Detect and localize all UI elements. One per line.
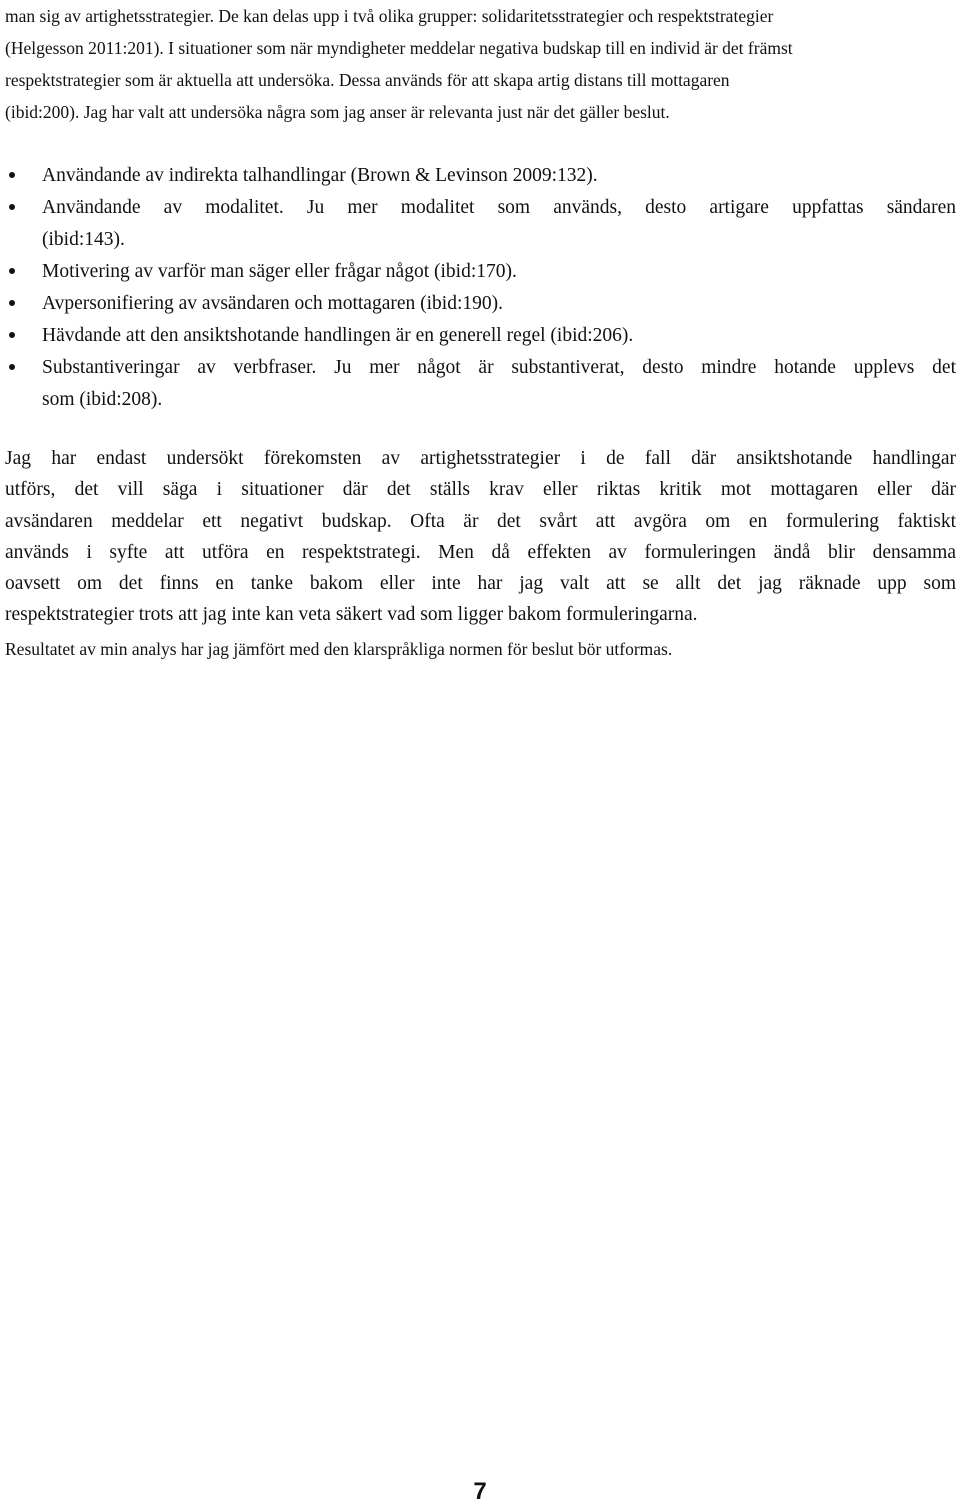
bullet-icon xyxy=(5,320,19,352)
list-item-text: Användande av modalitet. Ju mer modalitet som används, desto artigare uppfattas sändaren xyxy=(42,197,956,218)
list-item xyxy=(0,160,956,192)
bullet-icon xyxy=(5,288,19,320)
body-line: används i syfte att utföra en respektstrategi. Men då effekten av formuleringen ändå blir densamma xyxy=(5,541,956,563)
bullet-icon xyxy=(5,192,19,224)
list-item-text: Motivering av varför man säger eller frågar något (ibid:170). xyxy=(42,261,517,282)
list-item xyxy=(0,320,956,352)
list-item-text: Substantiveringar av verbfraser. Ju mer något är substantiverat, desto mindre hotande upplevs det xyxy=(42,357,956,378)
intro-line: (ibid:200). Jag har valt att undersöka några som jag anser är relevanta just när det gäller beslut. xyxy=(5,102,670,122)
list-item-text-continuation: som (ibid:208). xyxy=(42,389,163,410)
list-item-text-continuation: (ibid:143). xyxy=(42,229,125,250)
list-item-text: Hävdande att den ansiktshotande handlingen är en generell regel (ibid:206). xyxy=(42,325,634,346)
bullet-icon xyxy=(5,256,19,288)
bullet-icon xyxy=(5,160,19,192)
body-paragraph xyxy=(5,443,956,631)
body-line: utförs, det vill säga i situationer där det ställs krav eller riktas kritik mot mottagaren eller där xyxy=(5,479,956,501)
intro-line: (Helgesson 2011:201). I situationer som när myndigheter meddelar negativa budskap till en individ är det främst xyxy=(5,38,793,58)
intro-paragraph xyxy=(5,0,955,128)
body-line: avsändaren meddelar ett negativt budskap. Ofta är det svårt att avgöra om en formulering faktiskt xyxy=(5,510,956,532)
bullet-icon xyxy=(5,352,19,384)
list-item xyxy=(0,256,956,288)
intro-line: man sig av artighetsstrategier. De kan delas upp i två olika grupper: solidaritetsstrategier och respektstrategier xyxy=(5,6,774,26)
result-paragraph: Resultatet av min analys har jag jämfört med den klarspråkliga normen för beslut bör utformas. xyxy=(5,639,673,659)
list-item xyxy=(0,352,956,416)
list-item-text: Användande av indirekta talhandlingar (Brown & Levinson 2009:132). xyxy=(42,165,598,186)
list-item xyxy=(0,288,956,320)
body-line: Jag har endast undersökt förekomsten av artighetsstrategier i de fall där ansiktshotande handlingar xyxy=(5,448,956,469)
intro-line: respektstrategier som är aktuella att undersöka. Dessa används för att skapa artig distans till mottagaren xyxy=(5,70,730,90)
list-item xyxy=(0,192,956,256)
body-line: oavsett om det finns en tanke bakom eller inte har jag valt att se allt det jag räknade upp som xyxy=(5,573,956,595)
list-item-text: Avpersonifiering av avsändaren och mottagaren (ibid:190). xyxy=(42,293,503,314)
strategy-list xyxy=(0,160,956,416)
body-line: respektstrategier trots att jag inte kan veta säkert vad som ligger bakom formuleringarna. xyxy=(5,604,698,626)
page-number: 7 xyxy=(473,1478,487,1505)
